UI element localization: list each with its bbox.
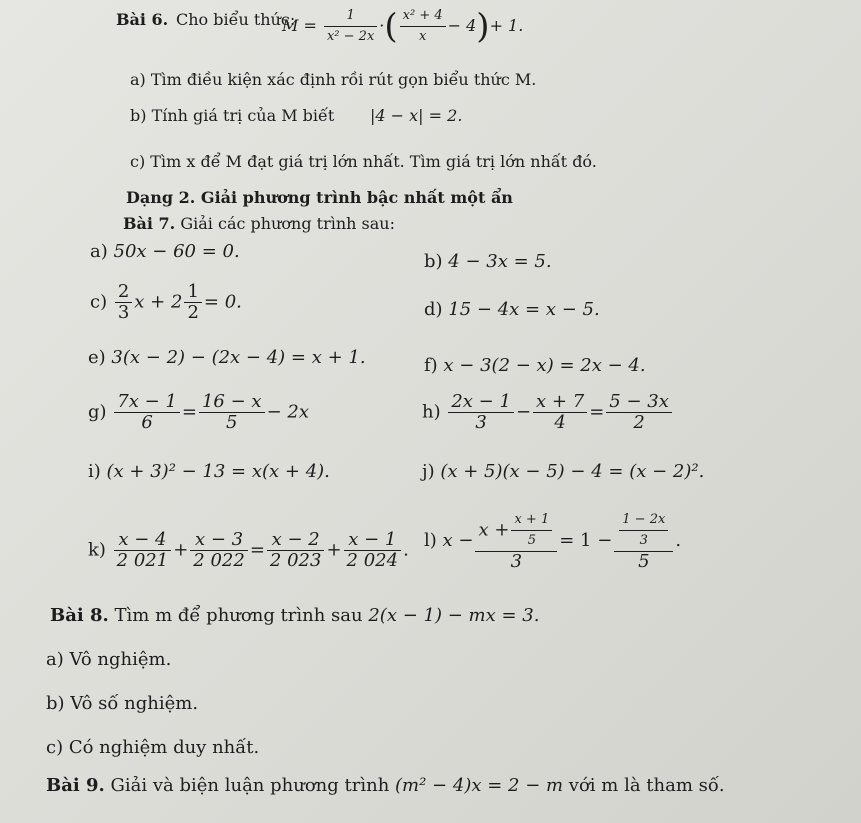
eq-expr: 50x − 60 = 0.	[113, 241, 240, 262]
eq-label: l)	[424, 530, 437, 551]
fraction	[400, 6, 446, 47]
bai6-part-a: a) Tìm điều kiện xác định rồi rút gọn biểu thức M.	[130, 70, 537, 89]
eq-middle: x + 2	[134, 291, 183, 313]
fraction	[115, 282, 132, 323]
fraction	[344, 530, 402, 571]
bai9-text: Giải và biện luận phương trình	[110, 775, 390, 796]
eq-expr: 4 − 3x = 5.	[448, 251, 552, 272]
eq-end: − 2x	[266, 401, 309, 423]
fraction-numerator: 1	[324, 6, 377, 27]
fraction-numerator	[475, 510, 557, 552]
fraction-denominator: 2	[633, 412, 645, 433]
bai8-expr: 2(x − 1) − mx = 3.	[368, 605, 540, 626]
fraction	[114, 392, 180, 433]
fraction-numerator: 1	[184, 282, 201, 303]
eq-label: a)	[90, 241, 108, 262]
eq-label: j)	[422, 461, 435, 482]
eq-label: c)	[90, 291, 108, 313]
fraction-denominator: 2 024	[346, 550, 399, 571]
fraction	[199, 392, 265, 433]
bai8-part-a: a) Vô nghiệm.	[46, 649, 172, 670]
eq-expr: 3(x − 2) − (2x − 4) = x + 1.	[111, 347, 366, 368]
minus: −	[515, 401, 532, 423]
minus-four: − 4	[447, 16, 477, 35]
equals: =	[181, 401, 197, 423]
fraction-denominator: 5	[226, 412, 238, 433]
eq-x: x −	[442, 530, 474, 551]
bai9-expr: (m² − 4)x = 2 − m	[395, 775, 564, 796]
eq-h	[422, 392, 674, 433]
fraction	[190, 530, 248, 571]
fraction-numerator: x − 2	[267, 530, 325, 551]
bai9-header	[46, 776, 725, 796]
fraction-numerator: x − 4	[114, 530, 172, 551]
eq-label: h)	[422, 401, 441, 423]
eq-expr: (x + 3)² − 13 = x(x + 4).	[106, 461, 330, 482]
bai6-part-b-text: b) Tính giá trị của M biết	[130, 106, 335, 125]
fraction	[184, 282, 201, 323]
fraction	[511, 510, 552, 551]
fraction-denominator: x	[418, 29, 427, 44]
equals-one-minus: = 1 −	[559, 530, 613, 551]
eq-label: b)	[424, 251, 443, 272]
bai6-expression: M = $\frac{1}{\text{x² − 2x}}$ ·( $\frac{\text{x² + 4}}{x}$ − 4)+ 1.	[282, 6, 524, 47]
fraction	[448, 392, 514, 433]
bai7-header	[123, 214, 395, 234]
fraction-denominator: 2 022	[193, 550, 245, 571]
eq-d	[424, 300, 600, 320]
eq-end: = 0.	[203, 291, 242, 313]
eq-a	[90, 242, 240, 262]
fraction-numerator: 7x − 1	[114, 392, 180, 413]
fraction-numerator: 5 − 3x	[606, 392, 672, 413]
bai8-part-b: b) Vô số nghiệm.	[46, 693, 199, 714]
fraction	[114, 530, 172, 571]
eq-f	[424, 356, 646, 376]
fraction-denominator: 2 021	[116, 550, 169, 571]
bai6-title: Bài 6.	[116, 10, 169, 29]
bai7-intro: Giải các phương trình sau:	[180, 214, 395, 233]
bai6-part-b-expr: |4 − x| = 2.	[370, 106, 463, 125]
eq-g	[88, 392, 309, 433]
dang2-heading: Dạng 2. Giải phương trình bậc nhất một ẩn	[126, 188, 513, 207]
fraction-denominator: 3	[639, 533, 648, 548]
eq-expr: x − 3(2 − x) = 2x − 4.	[443, 355, 646, 376]
fraction	[533, 392, 587, 433]
fraction-denominator: 2 023	[269, 550, 322, 571]
equals: =	[589, 401, 605, 423]
eq-label: k)	[88, 539, 106, 561]
fraction-denominator: 4	[554, 412, 566, 433]
fraction-numerator: x + 1	[511, 510, 552, 531]
bai6-part-c: c) Tìm x để M đạt giá trị lớn nhất. Tìm giá trị lớn nhất đó.	[130, 152, 597, 171]
fraction-numerator: x − 3	[190, 530, 248, 551]
bai6-intro: Cho biểu thức:	[176, 10, 296, 29]
bai8-title: Bài 8.	[50, 605, 109, 626]
fraction-denominator: 3	[475, 412, 487, 433]
m-label: M =	[282, 16, 317, 35]
eq-c	[90, 282, 242, 323]
fraction-denominator: x² − 2x	[326, 29, 375, 44]
fraction-denominator: 5	[638, 551, 650, 572]
fraction-numerator	[614, 510, 673, 552]
fraction-denominator: 5	[527, 533, 536, 548]
bai7-title: Bài 7.	[123, 214, 176, 233]
fraction	[606, 392, 672, 433]
bai8-part-c: c) Có nghiệm duy nhất.	[46, 737, 260, 758]
eq-expr: (x + 5)(x − 5) − 4 = (x − 2)².	[440, 461, 705, 482]
eq-label: e)	[88, 347, 106, 368]
bai9-title: Bài 9.	[46, 775, 105, 796]
eq-label: d)	[424, 299, 443, 320]
fraction	[324, 6, 377, 47]
fraction-denominator: 2	[187, 302, 199, 323]
eq-label: i)	[88, 461, 101, 482]
fraction-numerator: 2	[115, 282, 132, 303]
fraction-denominator: 3	[510, 551, 523, 572]
bai8-header	[50, 606, 539, 626]
fraction-numerator: x² + 4	[400, 6, 446, 27]
fraction	[475, 510, 557, 572]
fraction-numerator: x + 7	[533, 392, 587, 413]
eq-label: f)	[424, 355, 438, 376]
eq-b	[424, 252, 552, 272]
fraction	[614, 510, 673, 572]
eq-label: g)	[88, 401, 107, 423]
fraction-denominator: 3	[117, 302, 130, 323]
fraction	[619, 510, 668, 551]
fraction	[267, 530, 325, 571]
eq-l: l) x − x + $\frac{x + 1}{5}$ 3 = 1 − $\frac{\frac{1 - 2x}{3}}{5}$ .	[424, 512, 682, 572]
eq-expr: 15 − 4x = x − 5.	[448, 299, 600, 320]
numerator-text: x +	[478, 519, 510, 541]
bai8-text: Tìm m để phương trình sau	[114, 605, 363, 626]
eq-j	[422, 462, 704, 482]
bai9-tail: với m là tham số.	[568, 775, 725, 796]
eq-k: k) $\frac{x - 4}{2 021}$ + $\frac{x - 3}{2 022}$ = $\frac{x - 2}{2 023}$ + $\frac{x - 1}{2 024}$ .	[88, 529, 409, 571]
plus-one: + 1.	[489, 16, 524, 35]
eq-e	[88, 348, 366, 368]
fraction-numerator: 1 − 2x	[619, 510, 668, 531]
fraction-numerator: 2x − 1	[448, 392, 514, 413]
fraction-numerator: 16 − x	[199, 392, 265, 413]
fraction-numerator: x − 1	[344, 530, 402, 551]
fraction-denominator: 6	[141, 412, 153, 433]
eq-i	[88, 462, 330, 482]
